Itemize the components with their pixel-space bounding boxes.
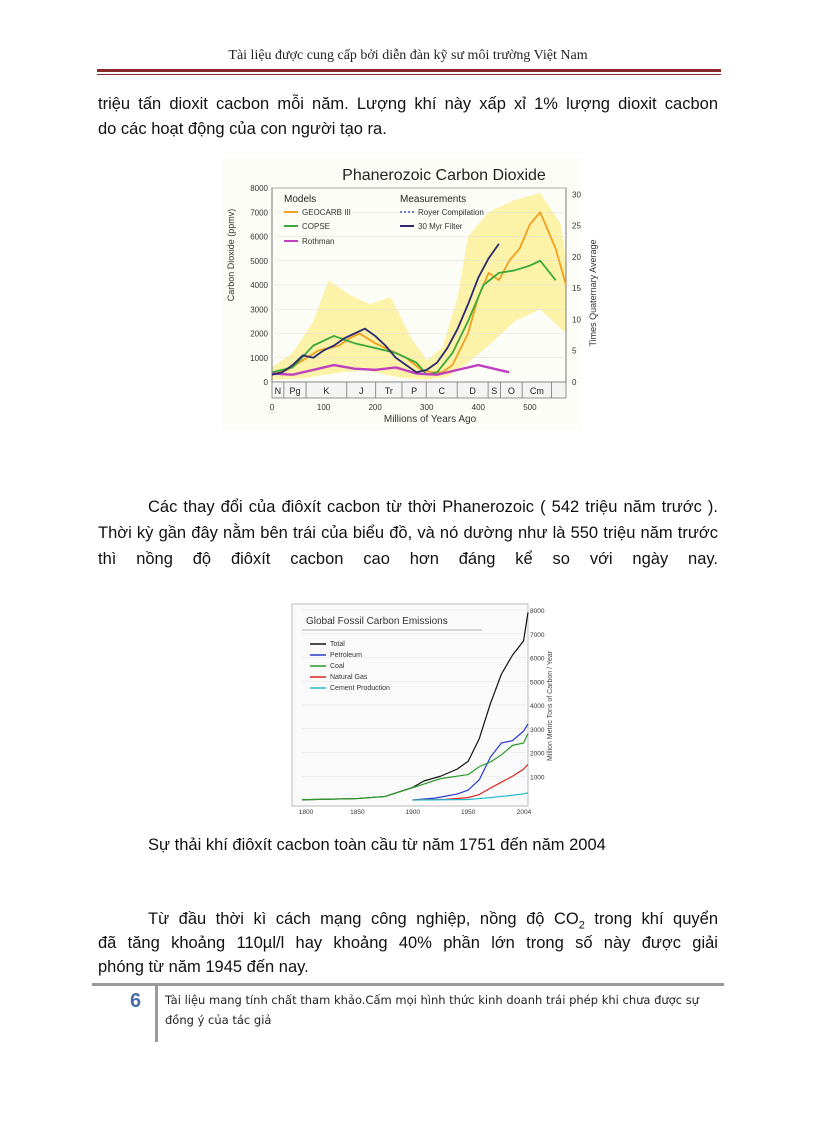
chart1-x-label: Millions of Years Ago — [383, 414, 477, 425]
paragraph-3-part-1: Từ đầu thời kì cách mạng công nghiệp, nồng độ CO — [148, 910, 579, 928]
chart1-y-tick: 8000 — [250, 184, 268, 193]
chart1-y2-tick: 5 — [572, 346, 577, 356]
chart1-y2-tick: 25 — [572, 221, 581, 231]
paragraph-3-line-2a: đã tăng kho — [98, 934, 198, 952]
chart1-period-cm: Cm — [529, 386, 544, 396]
chart1-y-label: Carbon Dioxide (ppmv) — [226, 208, 236, 302]
chart2-y-tick: 8000 — [530, 608, 545, 615]
page-number: 6 — [130, 990, 142, 1012]
paragraph-2: Các thay đổi của điôxít cacbon từ thời Phanerozoic ( 542 triệu năm trước ). Thời kỳ gần đây nằm bên trái của biểu đồ, và nó dường như là 550 triệu năm trước thì nồng độ điôxít cacbon cao hơn đáng kể so với ngày nay. — [98, 498, 718, 568]
chart1-period-p: P — [411, 386, 418, 396]
chart1-x-tick: 100 — [316, 403, 331, 412]
chart1-y-tick: 6000 — [250, 232, 268, 242]
header-rule — [97, 69, 721, 72]
chart2-y-tick: 7000 — [530, 631, 545, 639]
chart1-y-tick: 1000 — [250, 353, 268, 363]
chart1-legend-measurements-title: Measurements — [400, 194, 467, 205]
chart2-x-tick: 1900 — [405, 809, 421, 816]
chart1-y2-tick: 20 — [572, 252, 581, 262]
chart1-y2-tick: 15 — [572, 284, 581, 294]
chart1-y-tick: 5000 — [250, 256, 268, 266]
page-header: Tài liệu được cung cấp bởi diễn đàn kỹ sư môi trường Việt Nam — [228, 48, 588, 63]
chart1-period-pg: Pg — [289, 386, 301, 396]
chart1-x-tick: 500 — [523, 403, 537, 412]
phanerozoic-chart — [222, 158, 598, 430]
chart1-period-o: O — [507, 386, 515, 396]
chart1-y-tick: 4000 — [250, 281, 268, 290]
chart2-title: Global Fossil Carbon Emissions — [306, 616, 448, 627]
paragraph-1-line-2: do các hoạt động của con người tạo ra. — [98, 120, 387, 138]
figure-2-caption: Sự thải khí điôxít cacbon toàn cầu từ năm 1751 đến năm 2004 — [148, 836, 606, 854]
chart2-x-tick: 2004 — [516, 809, 532, 816]
chart1-legend-30-myr-filter: 30 Myr Filter — [418, 222, 463, 231]
chart1-period-j: J — [358, 386, 364, 396]
chart2-y-tick: 5000 — [530, 679, 545, 687]
chart1-y-tick: 3000 — [250, 305, 268, 315]
paragraph-3-part-2: trong khí quyển — [584, 910, 718, 928]
chart2-x-tick: 1850 — [350, 809, 365, 816]
chart1-y2-tick: 10 — [572, 315, 581, 325]
footer-vertical-rule — [155, 986, 158, 1042]
chart2-y-tick: 3000 — [530, 726, 545, 734]
chart1-x-tick: 200 — [368, 403, 382, 412]
chart1-x-tick: 0 — [269, 403, 275, 412]
footer-rule — [92, 983, 724, 986]
emissions-chart — [282, 596, 560, 822]
chart2-legend-total: Total — [330, 641, 345, 648]
chart1-period-c: C — [438, 386, 445, 396]
paragraph-3-line-2b: ảng 110µl/l hay khoảng 40% phần lớn trong số này được giải — [197, 934, 718, 952]
chart1-title: Phanerozoic Carbon Dioxide — [342, 167, 546, 184]
paragraph-3-line-2 — [98, 931, 718, 955]
chart1-y2-label: Times Quaternary Average — [588, 239, 598, 347]
chart1-period-tr: Tr — [384, 386, 393, 396]
paragraph-3-line-3: phóng từ năm 1945 đến nay. — [98, 958, 309, 976]
chart2-y-tick: 4000 — [530, 703, 545, 710]
chart2-y-tick: 1000 — [530, 774, 545, 782]
chart1-legend-models-title: Models — [284, 194, 317, 205]
co2-subscript: 2 — [578, 919, 585, 932]
chart1-legend-rothman: Rothman — [302, 237, 335, 246]
chart1-y2-tick: 30 — [572, 190, 581, 200]
chart2-legend-petroleum: Petroleum — [330, 652, 362, 659]
chart2-x-tick: 1800 — [298, 809, 314, 816]
chart2-y-label: Million Metric Tons of Carbon / Year — [547, 651, 554, 761]
chart1-x-tick: 400 — [471, 403, 485, 412]
chart1-legend-royer-compilation: Royer Compilation — [418, 208, 484, 217]
chart1-y-tick: 7000 — [250, 208, 268, 218]
chart2-y-tick: 6000 — [530, 655, 545, 663]
header-rule-thin — [97, 74, 721, 75]
chart1-period-n: N — [274, 386, 282, 396]
chart1-x-tick: 300 — [420, 403, 434, 412]
chart2-x-tick: 1950 — [460, 809, 476, 816]
chart2-legend-natural-gas: Natural Gas — [330, 674, 368, 681]
chart1-y-tick: 0 — [263, 378, 268, 387]
chart1-period-k: K — [323, 386, 330, 396]
chart2-legend-cement-production: Cement Production — [330, 685, 390, 692]
chart1-legend-geocarb-iii: GEOCARB III — [302, 208, 351, 217]
chart1-period-s: S — [491, 386, 498, 396]
chart1-y2-tick: 0 — [572, 378, 577, 387]
chart2-y-tick: 2000 — [530, 750, 545, 758]
chart1-legend-copse: COPSE — [302, 222, 331, 231]
chart1-period-d: D — [469, 386, 476, 396]
chart2-legend-coal: Coal — [330, 663, 345, 670]
chart1-y-tick: 2000 — [250, 329, 268, 339]
paragraph-1-line-1: triệu tấn dioxit cacbon mỗi năm. Lượng khí này xấp xỉ 1% lượng dioxit cacbon — [98, 95, 718, 113]
footer-text: Tài liệu mang tính chất tham khảo.Cấm mọi hình thức kinh doanh trái phép khi chưa được sự đồng ý của tác giả — [165, 993, 699, 1027]
